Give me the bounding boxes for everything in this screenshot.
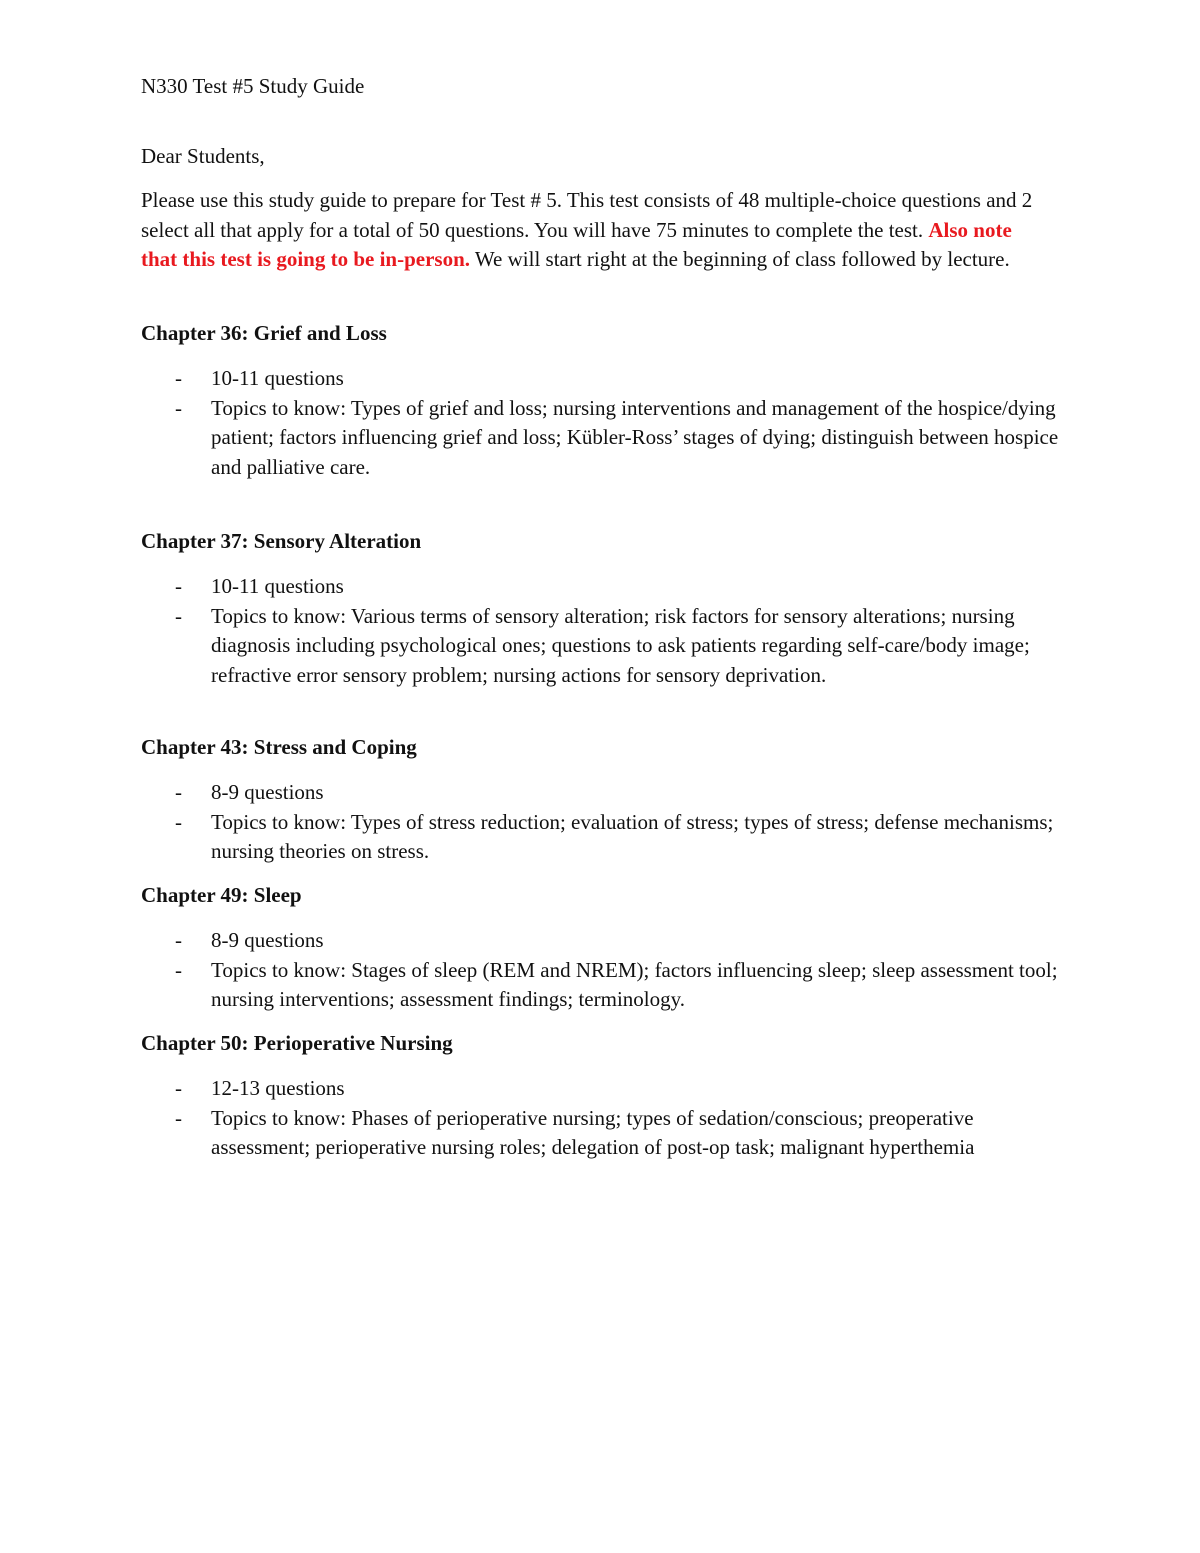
topics-text: Topics to know: Types of grief and loss; nursing interventions and management of the hospice/dying patient; factors influencing grief and loss; Kübler-Ross’ stages of dying; distinguish between hospice and palliative care. — [211, 395, 1059, 479]
question-count-item — [141, 778, 1061, 808]
chapter-heading: Chapter 43: Stress and Coping — [141, 735, 417, 759]
chapter-bullet-list — [141, 778, 1061, 867]
question-count-item — [141, 572, 1061, 602]
question-count-item — [141, 364, 1061, 394]
intro-paragraph — [141, 186, 1051, 275]
chapter-bullet-list — [141, 926, 1061, 1015]
question-count: 8-9 questions — [211, 928, 324, 952]
intro-text-end: We will start right at the beginning of class followed by lecture. — [470, 247, 1010, 271]
dash-bullet: - — [175, 957, 182, 982]
dash-bullet: - — [175, 780, 182, 804]
dash-bullet: - — [175, 574, 182, 598]
document-title: N330 Test #5 Study Guide — [141, 74, 365, 98]
topics-text: Topics to know: Stages of sleep (REM and NREM); factors influencing sleep; sleep assessment tool; nursing interventions; assessment findings; terminology. — [211, 957, 1058, 1011]
dash-bullet: - — [175, 928, 182, 952]
dash-bullet: - — [175, 366, 182, 390]
chapter-heading: Chapter 36: Grief and Loss — [141, 321, 387, 345]
topics-item — [141, 956, 1061, 1015]
topics-text: Topics to know: Phases of perioperative nursing; types of sedation/conscious; preoperative assessment; perioperative nursing roles; delegation of post-op task; malignant hyperthemia — [211, 1105, 975, 1159]
chapter-heading: Chapter 50: Perioperative Nursing — [141, 1031, 453, 1055]
chapter-bullet-list — [141, 364, 1061, 482]
chapter-49-section — [141, 881, 1061, 1015]
dash-bullet: - — [175, 603, 182, 628]
question-count: 10-11 questions — [211, 574, 344, 598]
topics-text: Topics to know: Various terms of sensory alteration; risk factors for sensory alterations; nursing diagnosis including psychological ones; questions to ask patients regarding self-care/body image; refractive error sensory problem; nursing actions for sensory deprivation. — [211, 603, 1030, 687]
dash-bullet: - — [175, 1105, 182, 1130]
topics-item — [141, 808, 1061, 867]
topics-item — [141, 602, 1061, 691]
chapter-43-section — [141, 733, 1061, 867]
chapter-bullet-list — [141, 1074, 1061, 1163]
chapter-50-section — [141, 1029, 1061, 1163]
question-count: 8-9 questions — [211, 780, 324, 804]
dash-bullet: - — [175, 1076, 182, 1100]
topics-item — [141, 1104, 1061, 1163]
dash-bullet: - — [175, 809, 182, 834]
chapter-36-section — [141, 319, 1061, 482]
in-person-notice: Also note that this test is going to be in-person. — [141, 217, 1012, 271]
chapter-bullet-list — [141, 572, 1061, 690]
topics-item — [141, 394, 1061, 483]
chapter-heading: Chapter 37: Sensory Alteration — [141, 529, 422, 553]
topics-text: Topics to know: Types of stress reduction; evaluation of stress; types of stress; defense mechanisms; nursing theories on stress. — [211, 809, 1054, 863]
intro-text-start: Please use this study guide to prepare for Test # 5. This test consists of 48 multiple-choice questions and 2 select all that apply for a total of 50 questions. You will have 75 minutes to complete the test. — [141, 188, 1033, 242]
chapter-heading: Chapter 49: Sleep — [141, 883, 302, 907]
chapter-37-section — [141, 527, 1061, 690]
greeting: Dear Students, — [141, 144, 265, 168]
question-count: 10-11 questions — [211, 366, 344, 390]
dash-bullet: - — [175, 395, 182, 420]
question-count-item — [141, 926, 1061, 956]
question-count: 12-13 questions — [211, 1076, 345, 1100]
question-count-item — [141, 1074, 1061, 1104]
